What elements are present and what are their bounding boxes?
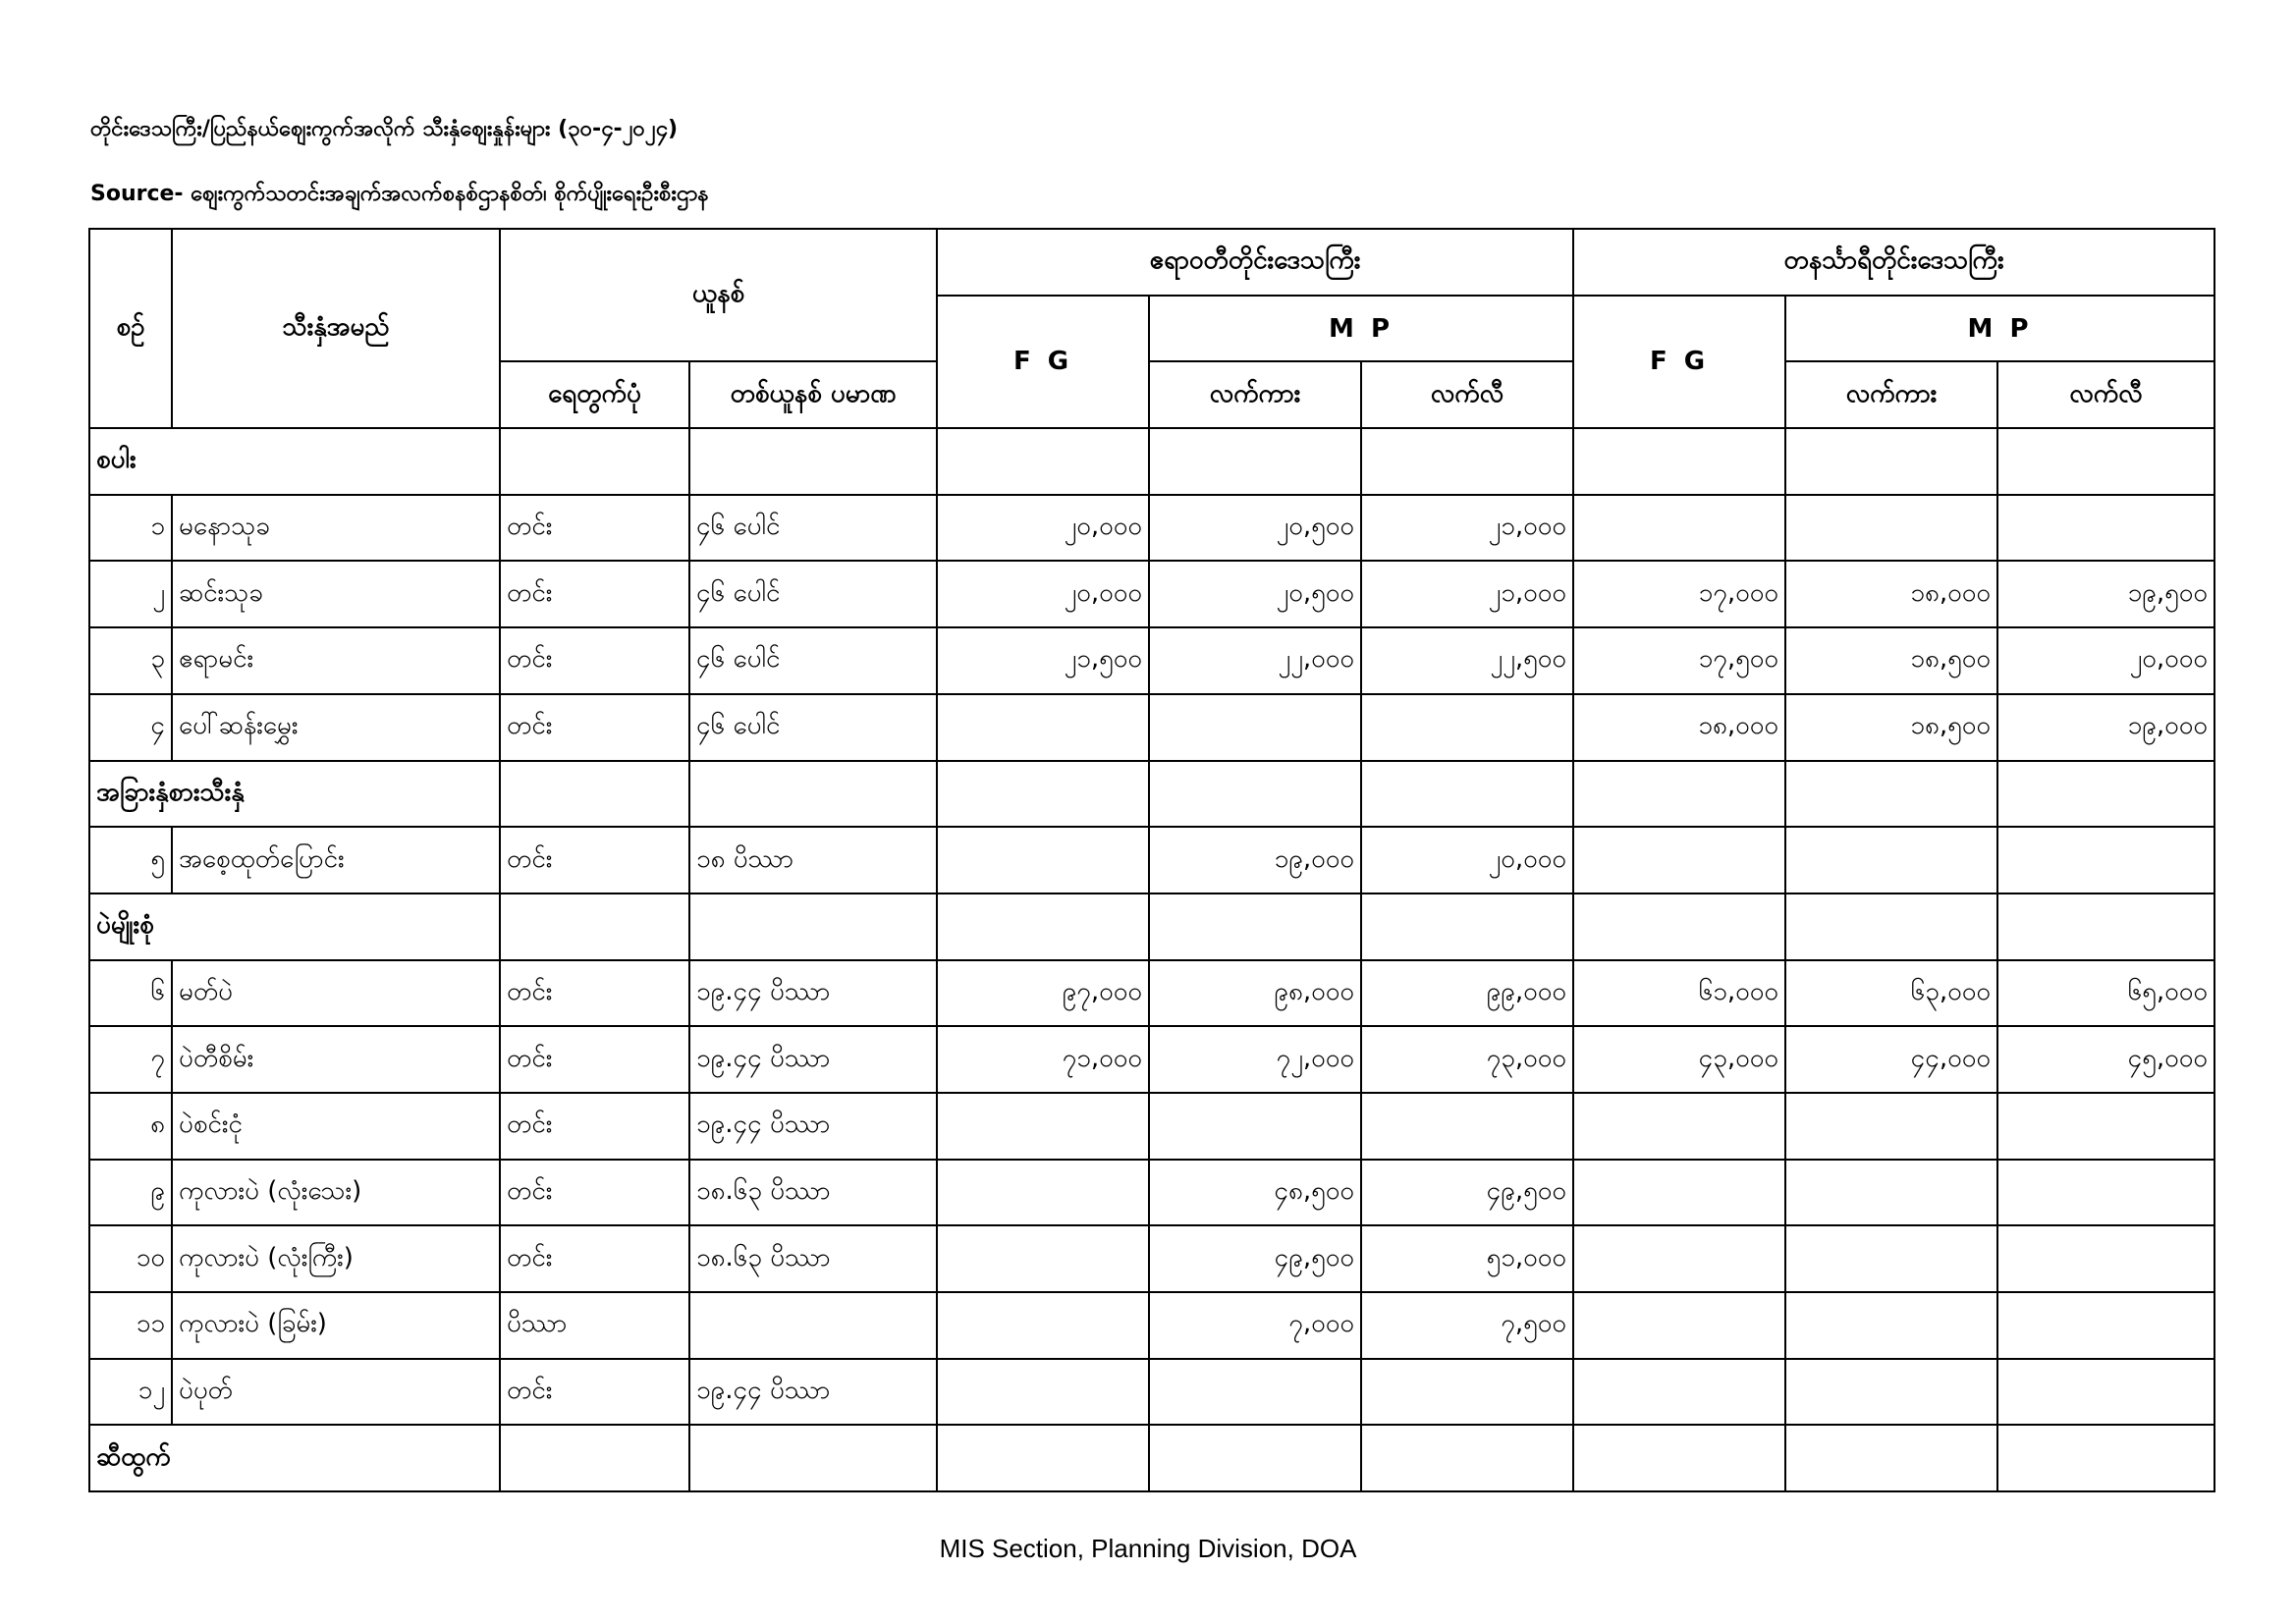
cell-no: ၂ xyxy=(89,561,172,627)
cell-region-2-retail: ၄၅,၀၀၀ xyxy=(1997,1026,2214,1093)
cell-region-1-retail: ၂၂,၅၀၀ xyxy=(1361,627,1573,694)
cell-region-2-wholesale: ၆၃,၀၀၀ xyxy=(1785,960,1997,1027)
cell-region-2-fg xyxy=(1573,1292,1785,1359)
empty-cell xyxy=(1785,1425,1997,1491)
cell-region-2-retail: ၂၀,၀၀၀ xyxy=(1997,627,2214,694)
cell-region-1-fg: ၇၁,၀၀၀ xyxy=(937,1026,1149,1093)
table-row xyxy=(89,561,2214,627)
cell-region-2-retail: ၆၅,၀၀၀ xyxy=(1997,960,2214,1027)
cell-unit-local: တင်း xyxy=(500,827,689,893)
cell-region-1-fg: ၂၀,၀၀၀ xyxy=(937,561,1149,627)
cell-region-2-wholesale xyxy=(1785,1160,1997,1226)
empty-cell xyxy=(1785,893,1997,960)
category-label: စပါး xyxy=(89,428,500,495)
table-row xyxy=(89,1160,2214,1226)
cell-region-2-retail xyxy=(1997,827,2214,893)
cell-region-2-fg xyxy=(1573,1093,1785,1160)
table-row xyxy=(89,960,2214,1027)
cell-region-1-fg xyxy=(937,1225,1149,1292)
cell-region-2-wholesale xyxy=(1785,1359,1997,1426)
empty-cell xyxy=(689,1425,937,1491)
cell-region-2-retail xyxy=(1997,495,2214,562)
cell-unit-local: တင်း xyxy=(500,561,689,627)
cell-region-2-wholesale: ၁၈,၅၀၀ xyxy=(1785,627,1997,694)
cell-region-1-wholesale: ၇,၀၀၀ xyxy=(1149,1292,1361,1359)
category-label: ပဲမျိုးစုံ xyxy=(89,893,500,960)
cell-no: ၁ xyxy=(89,495,172,562)
category-label: အခြားနှံစားသီးနှံ xyxy=(89,761,500,828)
cell-region-2-wholesale xyxy=(1785,1225,1997,1292)
empty-cell xyxy=(1361,1425,1573,1491)
cell-region-2-retail: ၁၉,၀၀၀ xyxy=(1997,694,2214,761)
cell-region-2-wholesale xyxy=(1785,1292,1997,1359)
empty-cell xyxy=(500,893,689,960)
cell-region-1-wholesale: ၂၀,၅၀၀ xyxy=(1149,561,1361,627)
cell-crop-name: ကုလားပဲ (ခြမ်း) xyxy=(172,1292,500,1359)
cell-region-1-fg xyxy=(937,827,1149,893)
cell-crop-name: ပဲပုတ် xyxy=(172,1359,500,1426)
cell-crop-name: ကုလားပဲ (လုံးသေး) xyxy=(172,1160,500,1226)
cell-region-2-wholesale: ၄၄,၀၀၀ xyxy=(1785,1026,1997,1093)
empty-cell xyxy=(1573,761,1785,828)
header-region-1: ဧရာဝတီတိုင်းဒေသကြီး xyxy=(937,229,1573,296)
cell-region-1-retail: ၇,၅၀၀ xyxy=(1361,1292,1573,1359)
cell-unit-quantity: ၄၆ ပေါင် xyxy=(689,627,937,694)
cell-region-2-wholesale: ၁၈,၅၀၀ xyxy=(1785,694,1997,761)
category-row xyxy=(89,761,2214,828)
cell-region-1-wholesale: ၇၂,၀၀၀ xyxy=(1149,1026,1361,1093)
header-region-1-wholesale: လက်ကား xyxy=(1149,361,1361,428)
cell-no: ၅ xyxy=(89,827,172,893)
cell-region-1-retail: ၄၉,၅၀၀ xyxy=(1361,1160,1573,1226)
cell-region-1-retail: ၉၉,၀၀၀ xyxy=(1361,960,1573,1027)
cell-region-1-wholesale xyxy=(1149,1359,1361,1426)
category-row xyxy=(89,893,2214,960)
cell-unit-quantity xyxy=(689,1292,937,1359)
empty-cell xyxy=(937,893,1149,960)
cell-no: ၇ xyxy=(89,1026,172,1093)
empty-cell xyxy=(1573,893,1785,960)
header-region-2-mp: M P xyxy=(1785,296,2214,362)
cell-crop-name: ပဲစင်းငုံ xyxy=(172,1093,500,1160)
cell-region-2-fg: ၆၁,၀၀၀ xyxy=(1573,960,1785,1027)
cell-no: ၆ xyxy=(89,960,172,1027)
header-region-2-retail: လက်လီ xyxy=(1997,361,2214,428)
cell-no: ၁၂ xyxy=(89,1359,172,1426)
cell-region-2-retail xyxy=(1997,1359,2214,1426)
cell-unit-local: တင်း xyxy=(500,694,689,761)
cell-region-2-retail xyxy=(1997,1093,2214,1160)
table-row xyxy=(89,495,2214,562)
cell-crop-name: ကုလားပဲ (လုံးကြီး) xyxy=(172,1225,500,1292)
cell-no: ၈ xyxy=(89,1093,172,1160)
table-row xyxy=(89,827,2214,893)
cell-region-1-retail: ၅၁,၀၀၀ xyxy=(1361,1225,1573,1292)
cell-region-1-fg: ၉၇,၀၀၀ xyxy=(937,960,1149,1027)
cell-unit-local: တင်း xyxy=(500,1026,689,1093)
empty-cell xyxy=(1149,761,1361,828)
category-row xyxy=(89,1425,2214,1491)
cell-region-1-retail: ၂၁,၀၀၀ xyxy=(1361,495,1573,562)
cell-region-2-retail: ၁၉,၅၀၀ xyxy=(1997,561,2214,627)
table-row xyxy=(89,1026,2214,1093)
cell-unit-local: တင်း xyxy=(500,1093,689,1160)
cell-region-2-fg: ၁၈,၀၀၀ xyxy=(1573,694,1785,761)
empty-cell xyxy=(1785,761,1997,828)
empty-cell xyxy=(500,1425,689,1491)
cell-region-1-wholesale xyxy=(1149,694,1361,761)
cell-crop-name: မနောသုခ xyxy=(172,495,500,562)
empty-cell xyxy=(1997,893,2214,960)
cell-unit-local: တင်း xyxy=(500,1160,689,1226)
cell-region-1-fg xyxy=(937,694,1149,761)
cell-crop-name: ပဲတီစိမ်း xyxy=(172,1026,500,1093)
empty-cell xyxy=(1997,1425,2214,1491)
cell-region-1-retail xyxy=(1361,1359,1573,1426)
cell-crop-name: ဧရာမင်း xyxy=(172,627,500,694)
cell-crop-name: ဆင်းသုခ xyxy=(172,561,500,627)
header-unit-quantity: တစ်ယူနစ် ပမာဏ xyxy=(689,361,937,428)
empty-cell xyxy=(1785,428,1997,495)
cell-region-1-fg xyxy=(937,1160,1149,1226)
empty-cell xyxy=(1573,428,1785,495)
cell-no: ၉ xyxy=(89,1160,172,1226)
empty-cell xyxy=(937,428,1149,495)
cell-no: ၄ xyxy=(89,694,172,761)
footer-text: MIS Section, Planning Division, DOA xyxy=(939,1534,1357,1563)
table-row xyxy=(89,1292,2214,1359)
empty-cell xyxy=(1997,761,2214,828)
header-unit: ယူနစ် xyxy=(500,229,937,361)
empty-cell xyxy=(1997,428,2214,495)
empty-cell xyxy=(689,761,937,828)
cell-region-1-retail: ၂၀,၀၀၀ xyxy=(1361,827,1573,893)
cell-no: ၁၁ xyxy=(89,1292,172,1359)
empty-cell xyxy=(937,1425,1149,1491)
cell-no: ၁၀ xyxy=(89,1225,172,1292)
cell-region-1-wholesale: ၁၉,၀၀၀ xyxy=(1149,827,1361,893)
cell-region-1-wholesale: ၄၈,၅၀၀ xyxy=(1149,1160,1361,1226)
cell-unit-local: ပိဿာ xyxy=(500,1292,689,1359)
empty-cell xyxy=(937,761,1149,828)
table-row xyxy=(89,627,2214,694)
empty-cell xyxy=(500,428,689,495)
page-title: တိုင်းဒေသကြီး/ပြည်နယ်ဈေးကွက်အလိုက် သီးနှံဈေးနှုန်းများ (၃၀-၄-၂၀၂၄) xyxy=(90,117,678,141)
cell-region-2-fg: ၁၇,၅၀၀ xyxy=(1573,627,1785,694)
empty-cell xyxy=(500,761,689,828)
header-region-2-fg: F G xyxy=(1573,296,1785,428)
cell-unit-quantity: ၁၉.၄၄ ပိဿာ xyxy=(689,1093,937,1160)
cell-region-1-retail: ၂၁,၀၀၀ xyxy=(1361,561,1573,627)
empty-cell xyxy=(1361,428,1573,495)
empty-cell xyxy=(1573,1425,1785,1491)
cell-region-2-retail xyxy=(1997,1292,2214,1359)
category-label: ဆီထွက် xyxy=(89,1425,500,1491)
cell-region-2-fg: ၁၇,၀၀၀ xyxy=(1573,561,1785,627)
table-body xyxy=(89,428,2214,1491)
cell-region-2-retail xyxy=(1997,1160,2214,1226)
cell-region-1-fg xyxy=(937,1093,1149,1160)
cell-region-2-fg xyxy=(1573,1160,1785,1226)
cell-unit-quantity: ၄၆ ပေါင် xyxy=(689,561,937,627)
cell-region-2-fg xyxy=(1573,1225,1785,1292)
cell-unit-quantity: ၁၉.၄၄ ပိဿာ xyxy=(689,960,937,1027)
table-row xyxy=(89,1093,2214,1160)
cell-region-2-wholesale xyxy=(1785,495,1997,562)
cell-region-2-wholesale xyxy=(1785,827,1997,893)
header-no: စဉ် xyxy=(89,229,172,428)
cell-unit-local: တင်း xyxy=(500,1359,689,1426)
cell-unit-quantity: ၁၈.၆၃ ပိဿာ xyxy=(689,1225,937,1292)
cell-region-1-wholesale xyxy=(1149,1093,1361,1160)
header-region-1-mp: M P xyxy=(1149,296,1573,362)
cell-region-1-fg xyxy=(937,1292,1149,1359)
cell-unit-quantity: ၄၆ ပေါင် xyxy=(689,694,937,761)
header-region-1-retail: လက်လီ xyxy=(1361,361,1573,428)
header-region-2: တနင်္သာရီတိုင်းဒေသကြီး xyxy=(1573,229,2214,296)
header-unit-local: ရေတွက်ပုံ xyxy=(500,361,689,428)
cell-region-2-wholesale xyxy=(1785,1093,1997,1160)
category-row xyxy=(89,428,2214,495)
cell-unit-quantity: ၁၉.၄၄ ပိဿာ xyxy=(689,1359,937,1426)
cell-region-1-wholesale: ၄၉,၅၀၀ xyxy=(1149,1225,1361,1292)
cell-unit-quantity: ၁၉.၄၄ ပိဿာ xyxy=(689,1026,937,1093)
header-crop-name: သီးနှံအမည် xyxy=(172,229,500,428)
cell-region-1-wholesale: ၉၈,၀၀၀ xyxy=(1149,960,1361,1027)
cell-region-1-fg: ၂၀,၀၀၀ xyxy=(937,495,1149,562)
cell-crop-name: မတ်ပဲ xyxy=(172,960,500,1027)
cell-unit-local: တင်း xyxy=(500,960,689,1027)
cell-region-2-fg xyxy=(1573,495,1785,562)
empty-cell xyxy=(1149,893,1361,960)
cell-unit-local: တင်း xyxy=(500,627,689,694)
empty-cell xyxy=(1149,1425,1361,1491)
cell-region-1-wholesale: ၂၂,၀၀၀ xyxy=(1149,627,1361,694)
empty-cell xyxy=(1361,893,1573,960)
cell-unit-quantity: ၁၈ ပိဿာ xyxy=(689,827,937,893)
cell-region-1-wholesale: ၂၀,၅၀၀ xyxy=(1149,495,1361,562)
empty-cell xyxy=(1361,761,1573,828)
cell-region-2-fg: ၄၃,၀၀၀ xyxy=(1573,1026,1785,1093)
cell-region-1-fg xyxy=(937,1359,1149,1426)
cell-crop-name: ပေါ်ဆန်းမွှေး xyxy=(172,694,500,761)
table-header xyxy=(89,229,2214,428)
cell-unit-local: တင်း xyxy=(500,495,689,562)
cell-crop-name: အစေ့ထုတ်ပြောင်း xyxy=(172,827,500,893)
table-row xyxy=(89,1359,2214,1426)
cell-region-2-fg xyxy=(1573,1359,1785,1426)
table-row xyxy=(89,1225,2214,1292)
cell-region-2-wholesale: ၁၈,၀၀၀ xyxy=(1785,561,1997,627)
empty-cell xyxy=(689,893,937,960)
cell-unit-quantity: ၄၆ ပေါင် xyxy=(689,495,937,562)
cell-region-1-retail: ၇၃,၀၀၀ xyxy=(1361,1026,1573,1093)
header-region-1-fg: F G xyxy=(937,296,1149,428)
cell-unit-local: တင်း xyxy=(500,1225,689,1292)
cell-region-2-fg xyxy=(1573,827,1785,893)
cell-region-1-fg: ၂၁,၅၀၀ xyxy=(937,627,1149,694)
cell-region-2-retail xyxy=(1997,1225,2214,1292)
cell-no: ၃ xyxy=(89,627,172,694)
header-region-2-wholesale: လက်ကား xyxy=(1785,361,1997,428)
empty-cell xyxy=(1149,428,1361,495)
cell-region-1-retail xyxy=(1361,1093,1573,1160)
cell-region-1-retail xyxy=(1361,694,1573,761)
price-table xyxy=(88,228,2215,1492)
source-note: Source- ဈေးကွက်သတင်းအချက်အလက်စနစ်ဌာနစိတ်၊ စိုက်ပျိုးရေးဦးစီးဌာန xyxy=(90,182,709,206)
cell-unit-quantity: ၁၈.၆၃ ပိဿာ xyxy=(689,1160,937,1226)
empty-cell xyxy=(689,428,937,495)
table-row xyxy=(89,694,2214,761)
